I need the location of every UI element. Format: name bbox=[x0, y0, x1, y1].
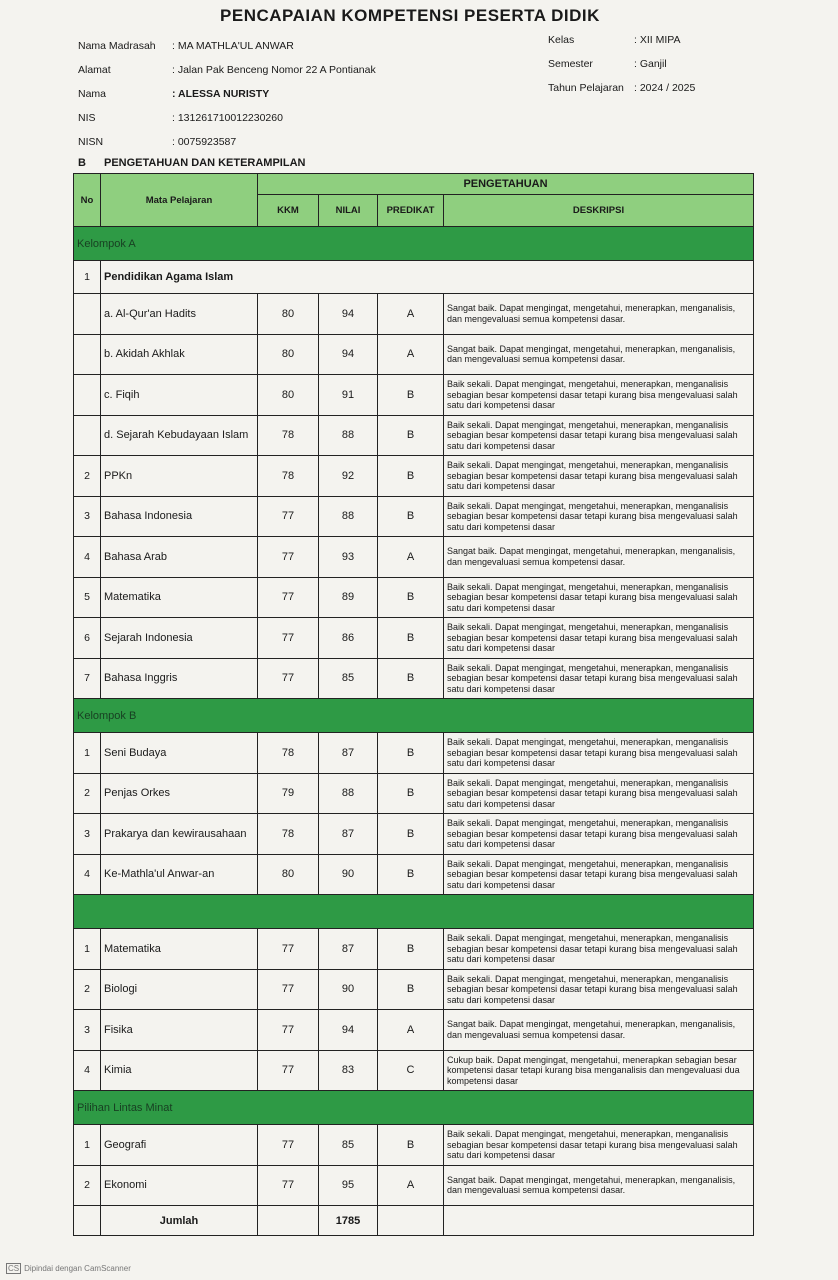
description: Baik sekali. Dapat mengingat, mengetahui, menerapkan, menganalisis sebagian besar kompetensi dasar tetapi kurang bisa mengevaluasi salah satu dari kompetensi dasar bbox=[444, 658, 754, 699]
total-label: Jumlah bbox=[101, 1206, 258, 1236]
predikat-value: A bbox=[378, 334, 444, 375]
predikat-value: B bbox=[378, 733, 444, 774]
predikat-value: A bbox=[378, 1010, 444, 1051]
header-subject: Mata Pelajaran bbox=[101, 174, 258, 227]
description: Sangat baik. Dapat mengingat, mengetahui, menerapkan, menganalisis, dan mengevaluasi semua kompetensi dasar. bbox=[444, 1165, 754, 1206]
row-number: 4 bbox=[74, 854, 101, 895]
description: Baik sekali. Dapat mengingat, mengetahui, menerapkan, menganalisis sebagian besar kompetensi dasar tetapi kurang bisa mengevaluasi salah satu dari kompetensi dasar bbox=[444, 854, 754, 895]
subject-name: Prakarya dan kewirausahaan bbox=[101, 814, 258, 855]
subject-name: Ke-Mathla'ul Anwar-an bbox=[101, 854, 258, 895]
description: Sangat baik. Dapat mengingat, mengetahui, menerapkan, menganalisis, dan mengevaluasi semua kompetensi dasar. bbox=[444, 334, 754, 375]
kkm-value: 78 bbox=[258, 415, 319, 456]
description: Baik sekali. Dapat mengingat, mengetahui, menerapkan, menganalisis sebagian besar kompetensi dasar tetapi kurang bisa mengevaluasi salah satu dari kompetensi dasar bbox=[444, 773, 754, 814]
table-row bbox=[74, 1165, 754, 1206]
table-row bbox=[74, 854, 754, 895]
kkm-value: 77 bbox=[258, 496, 319, 537]
nilai-value: 95 bbox=[319, 1165, 378, 1206]
kkm-value: 80 bbox=[258, 294, 319, 335]
subject-name: Matematika bbox=[101, 929, 258, 970]
kkm-value: 77 bbox=[258, 1010, 319, 1051]
camscanner-icon: CS bbox=[8, 1264, 20, 1273]
info-value: : Jalan Pak Benceng Nomor 22 A Pontianak bbox=[172, 64, 376, 76]
kkm-value: 77 bbox=[258, 929, 319, 970]
table-row bbox=[74, 969, 754, 1010]
group-row bbox=[74, 1091, 754, 1125]
predikat-value: B bbox=[378, 658, 444, 699]
row-number: 2 bbox=[74, 773, 101, 814]
group-row bbox=[74, 227, 754, 261]
row-number: 1 bbox=[74, 929, 101, 970]
group-name bbox=[74, 895, 754, 929]
table-row bbox=[74, 537, 754, 578]
table-row bbox=[74, 496, 754, 537]
grades-table bbox=[73, 173, 754, 1236]
predikat-value: A bbox=[378, 294, 444, 335]
info-value: : 2024 / 2025 bbox=[634, 82, 696, 94]
kkm-value: 77 bbox=[258, 658, 319, 699]
subject-name: Bahasa Inggris bbox=[101, 658, 258, 699]
kkm-value: 77 bbox=[258, 577, 319, 618]
predikat-value: B bbox=[378, 496, 444, 537]
header-deskripsi: DESKRIPSI bbox=[444, 195, 754, 227]
description: Sangat baik. Dapat mengingat, mengetahui, menerapkan, menganalisis, dan mengevaluasi semua kompetensi dasar. bbox=[444, 294, 754, 335]
description: Baik sekali. Dapat mengingat, mengetahui, menerapkan, menganalisis sebagian besar kompetensi dasar tetapi kurang bisa mengevaluasi salah satu dari kompetensi dasar bbox=[444, 415, 754, 456]
kkm-value: 78 bbox=[258, 814, 319, 855]
header-no: No bbox=[74, 174, 101, 227]
row-number bbox=[74, 415, 101, 456]
predikat-value: B bbox=[378, 577, 444, 618]
section-heading bbox=[78, 157, 305, 169]
description: Baik sekali. Dapat mengingat, mengetahui, menerapkan, menganalisis sebagian besar kompetensi dasar tetapi kurang bisa mengevaluasi salah satu dari kompetensi dasar bbox=[444, 814, 754, 855]
header-predikat: PREDIKAT bbox=[378, 195, 444, 227]
info-value: : Ganjil bbox=[634, 58, 667, 70]
description: Sangat baik. Dapat mengingat, mengetahui, menerapkan, menganalisis, dan mengevaluasi semua kompetensi dasar. bbox=[444, 1010, 754, 1051]
table-row bbox=[74, 1010, 754, 1051]
nilai-value: 85 bbox=[319, 658, 378, 699]
group-name: Kelompok A bbox=[74, 227, 754, 261]
group-name: Pilihan Lintas Minat bbox=[74, 1091, 754, 1125]
nilai-value: 87 bbox=[319, 733, 378, 774]
row-number bbox=[74, 294, 101, 335]
table-row bbox=[74, 577, 754, 618]
predikat-value: B bbox=[378, 456, 444, 497]
predikat-value: B bbox=[378, 618, 444, 659]
predikat-value: C bbox=[378, 1050, 444, 1091]
description: Baik sekali. Dapat mengingat, mengetahui, menerapkan, menganalisis sebagian besar kompetensi dasar tetapi kurang bisa mengevaluasi salah satu dari kompetensi dasar bbox=[444, 456, 754, 497]
row-number: 4 bbox=[74, 1050, 101, 1091]
kkm-value: 77 bbox=[258, 969, 319, 1010]
predikat-value: B bbox=[378, 1125, 444, 1166]
kkm-value: 77 bbox=[258, 1165, 319, 1206]
description: Baik sekali. Dapat mengingat, mengetahui, menerapkan, menganalisis sebagian besar kompetensi dasar tetapi kurang bisa mengevaluasi salah satu dari kompetensi dasar bbox=[444, 1125, 754, 1166]
predikat-value: B bbox=[378, 415, 444, 456]
info-label: Tahun Pelajaran bbox=[548, 82, 624, 94]
row-number: 6 bbox=[74, 618, 101, 659]
subject-name: Geografi bbox=[101, 1125, 258, 1166]
row-number: 1 bbox=[74, 1125, 101, 1166]
description: Sangat baik. Dapat mengingat, mengetahui, menerapkan, menganalisis, dan mengevaluasi semua kompetensi dasar. bbox=[444, 537, 754, 578]
kkm-value: 77 bbox=[258, 1125, 319, 1166]
kkm-value: 78 bbox=[258, 733, 319, 774]
row-number: 3 bbox=[74, 1010, 101, 1051]
kkm-value: 79 bbox=[258, 773, 319, 814]
predikat-value: B bbox=[378, 814, 444, 855]
total-value: 1785 bbox=[319, 1206, 378, 1236]
scanner-footer bbox=[6, 1263, 131, 1274]
predikat-value: B bbox=[378, 969, 444, 1010]
header-kkm: KKM bbox=[258, 195, 319, 227]
predikat-value: A bbox=[378, 1165, 444, 1206]
subject-name: b. Akidah Akhlak bbox=[101, 334, 258, 375]
subject-name: c. Fiqih bbox=[101, 375, 258, 416]
kkm-value: 80 bbox=[258, 375, 319, 416]
row-number: 1 bbox=[74, 733, 101, 774]
predikat-value: A bbox=[378, 537, 444, 578]
table-row bbox=[74, 658, 754, 699]
info-value: : XII MIPA bbox=[634, 34, 681, 46]
nilai-value: 88 bbox=[319, 496, 378, 537]
nilai-value: 94 bbox=[319, 334, 378, 375]
subject-name: Penjas Orkes bbox=[101, 773, 258, 814]
nilai-value: 94 bbox=[319, 1010, 378, 1051]
row-number: 2 bbox=[74, 969, 101, 1010]
info-label: NIS bbox=[78, 112, 96, 124]
section-letter: B bbox=[78, 157, 86, 169]
description: Baik sekali. Dapat mengingat, mengetahui, menerapkan, menganalisis sebagian besar kompetensi dasar tetapi kurang bisa mengevaluasi salah satu dari kompetensi dasar bbox=[444, 969, 754, 1010]
table-row bbox=[74, 375, 754, 416]
kkm-value: 77 bbox=[258, 537, 319, 578]
nilai-value: 88 bbox=[319, 773, 378, 814]
table-row bbox=[74, 415, 754, 456]
subject-name: d. Sejarah Kebudayaan Islam bbox=[101, 415, 258, 456]
kkm-value: 80 bbox=[258, 334, 319, 375]
header-nilai: NILAI bbox=[319, 195, 378, 227]
predikat-value: B bbox=[378, 854, 444, 895]
nilai-value: 90 bbox=[319, 854, 378, 895]
subject-name: Fisika bbox=[101, 1010, 258, 1051]
description: Cukup baik. Dapat mengingat, mengetahui, menerapkan sebagian besar kompetensi dasar tetapi kurang bisa menganalisis dan mengevaluasi dua kompetensi dasar bbox=[444, 1050, 754, 1091]
group-name: Kelompok B bbox=[74, 699, 754, 733]
row-number: 2 bbox=[74, 456, 101, 497]
group-row bbox=[74, 895, 754, 929]
table-row bbox=[74, 334, 754, 375]
subject-name: Ekonomi bbox=[101, 1165, 258, 1206]
description: Baik sekali. Dapat mengingat, mengetahui, menerapkan, menganalisis sebagian besar kompetensi dasar tetapi kurang bisa mengevaluasi salah satu dari kompetensi dasar bbox=[444, 375, 754, 416]
table-row bbox=[74, 1125, 754, 1166]
kkm-value: 80 bbox=[258, 854, 319, 895]
nilai-value: 88 bbox=[319, 415, 378, 456]
nilai-value: 87 bbox=[319, 929, 378, 970]
row-number: 3 bbox=[74, 496, 101, 537]
group-row bbox=[74, 699, 754, 733]
subject-name: a. Al-Qur'an Hadits bbox=[101, 294, 258, 335]
nilai-value: 94 bbox=[319, 294, 378, 335]
table-row bbox=[74, 733, 754, 774]
description: Baik sekali. Dapat mengingat, mengetahui, menerapkan, menganalisis sebagian besar kompetensi dasar tetapi kurang bisa mengevaluasi salah satu dari kompetensi dasar bbox=[444, 733, 754, 774]
page-title: PENCAPAIAN KOMPETENSI PESERTA DIDIK bbox=[220, 6, 600, 25]
row-number: 4 bbox=[74, 537, 101, 578]
header-group: PENGETAHUAN bbox=[258, 174, 754, 195]
subject-name: Biologi bbox=[101, 969, 258, 1010]
nilai-value: 90 bbox=[319, 969, 378, 1010]
predikat-value: B bbox=[378, 375, 444, 416]
subject-name: Matematika bbox=[101, 577, 258, 618]
info-label: Semester bbox=[548, 58, 593, 70]
info-label: Nama Madrasah bbox=[78, 40, 156, 52]
description: Baik sekali. Dapat mengingat, mengetahui, menerapkan, menganalisis sebagian besar kompetensi dasar tetapi kurang bisa mengevaluasi salah satu dari kompetensi dasar bbox=[444, 577, 754, 618]
subject-name: Bahasa Indonesia bbox=[101, 496, 258, 537]
table-row bbox=[74, 773, 754, 814]
subject-name: Pendidikan Agama Islam bbox=[101, 261, 754, 294]
table-row bbox=[74, 294, 754, 335]
predikat-value: B bbox=[378, 773, 444, 814]
kkm-value: 78 bbox=[258, 456, 319, 497]
subject-name: Seni Budaya bbox=[101, 733, 258, 774]
total-row bbox=[74, 1206, 754, 1236]
row-number: 2 bbox=[74, 1165, 101, 1206]
row-number bbox=[74, 375, 101, 416]
info-label: Nama bbox=[78, 88, 107, 100]
info-value: : ALESSA NURISTY bbox=[172, 88, 270, 100]
section-title: PENGETAHUAN DAN KETERAMPILAN bbox=[104, 157, 306, 169]
table-row bbox=[74, 814, 754, 855]
subject-name: PPKn bbox=[101, 456, 258, 497]
nilai-value: 92 bbox=[319, 456, 378, 497]
row-number: 5 bbox=[74, 577, 101, 618]
nilai-value: 93 bbox=[319, 537, 378, 578]
row-number bbox=[74, 334, 101, 375]
table-row bbox=[74, 1050, 754, 1091]
nilai-value: 87 bbox=[319, 814, 378, 855]
subject-name: Sejarah Indonesia bbox=[101, 618, 258, 659]
table-row bbox=[74, 618, 754, 659]
description: Baik sekali. Dapat mengingat, mengetahui, menerapkan, menganalisis sebagian besar kompetensi dasar tetapi kurang bisa mengevaluasi salah satu dari kompetensi dasar bbox=[444, 496, 754, 537]
footer-text: Dipindai dengan CamScanner bbox=[24, 1264, 131, 1273]
nilai-value: 85 bbox=[319, 1125, 378, 1166]
table-row bbox=[74, 261, 754, 294]
info-value: : 131261710012230260 bbox=[172, 112, 283, 124]
info-label: Alamat bbox=[78, 64, 111, 76]
row-number: 1 bbox=[74, 261, 101, 294]
nilai-value: 83 bbox=[319, 1050, 378, 1091]
info-value: : 0075923587 bbox=[172, 136, 237, 148]
table-row bbox=[74, 929, 754, 970]
description: Baik sekali. Dapat mengingat, mengetahui, menerapkan, menganalisis sebagian besar kompetensi dasar tetapi kurang bisa mengevaluasi salah satu dari kompetensi dasar bbox=[444, 929, 754, 970]
description: Baik sekali. Dapat mengingat, mengetahui, menerapkan, menganalisis sebagian besar kompetensi dasar tetapi kurang bisa mengevaluasi salah satu dari kompetensi dasar bbox=[444, 618, 754, 659]
kkm-value: 77 bbox=[258, 1050, 319, 1091]
nilai-value: 89 bbox=[319, 577, 378, 618]
subject-name: Kimia bbox=[101, 1050, 258, 1091]
row-number: 3 bbox=[74, 814, 101, 855]
info-value: : MA MATHLA'UL ANWAR bbox=[172, 40, 294, 52]
info-label: Kelas bbox=[548, 34, 575, 46]
kkm-value: 77 bbox=[258, 618, 319, 659]
nilai-value: 86 bbox=[319, 618, 378, 659]
row-number: 7 bbox=[74, 658, 101, 699]
predikat-value: B bbox=[378, 929, 444, 970]
nilai-value: 91 bbox=[319, 375, 378, 416]
info-label: NISN bbox=[78, 136, 104, 148]
subject-name: Bahasa Arab bbox=[101, 537, 258, 578]
table-row bbox=[74, 456, 754, 497]
